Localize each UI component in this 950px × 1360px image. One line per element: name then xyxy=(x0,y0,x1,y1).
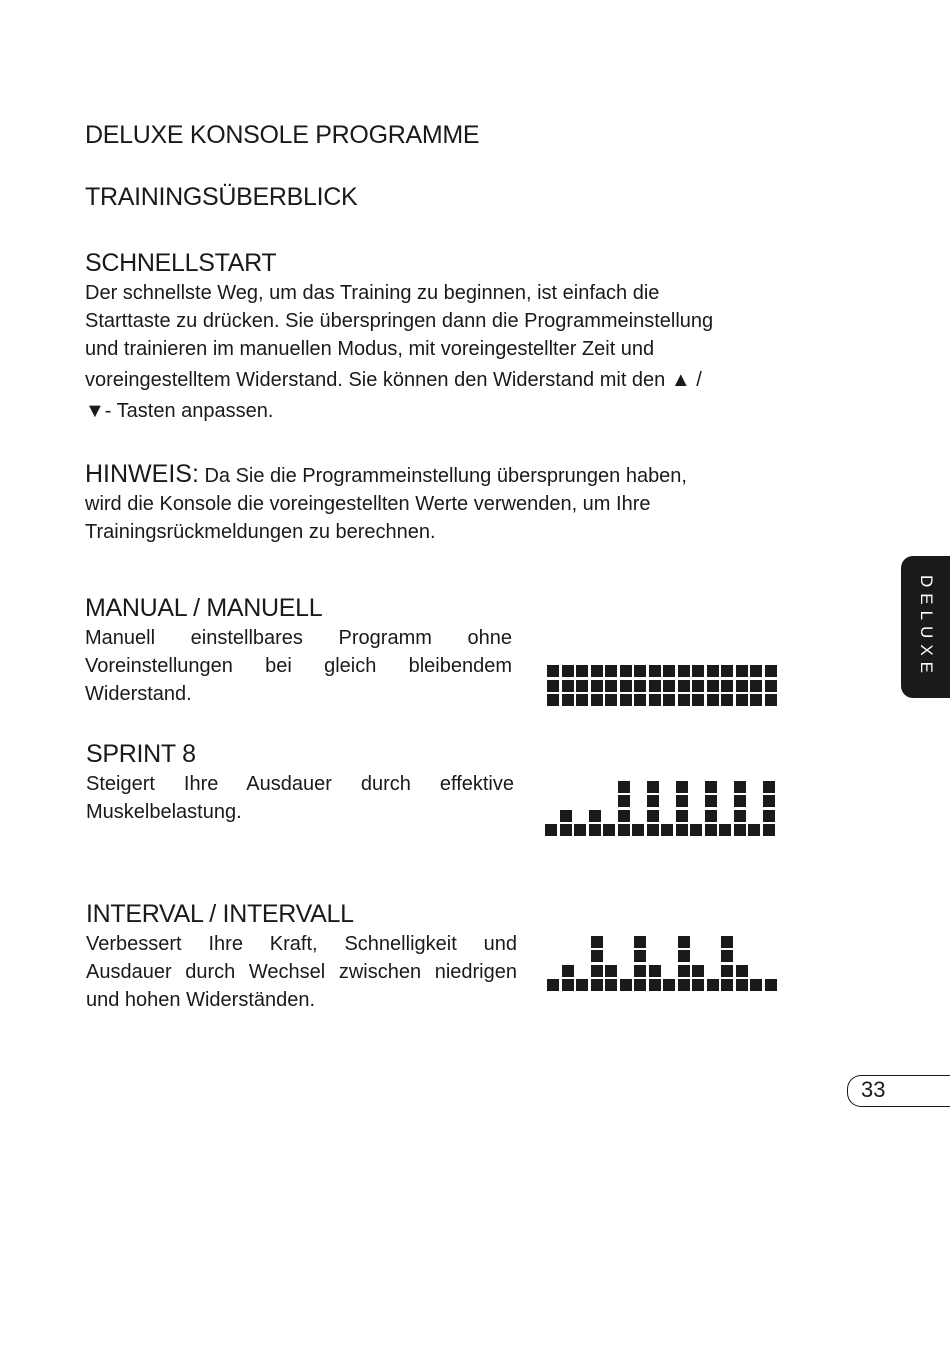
profile-block xyxy=(574,824,586,836)
profile-block xyxy=(719,824,731,836)
profile-block xyxy=(763,810,775,822)
quickstart-heading: SCHNELLSTART xyxy=(85,249,277,277)
quickstart-line-with-down xyxy=(85,397,775,425)
profile-block xyxy=(576,680,588,692)
profile-block xyxy=(634,680,646,692)
program-description xyxy=(86,930,517,1014)
profile-block xyxy=(705,795,717,807)
quickstart-line-with-up xyxy=(85,366,775,394)
profile-block xyxy=(663,665,675,677)
profile-block xyxy=(707,680,719,692)
page-number-badge xyxy=(847,1075,950,1107)
profile-block xyxy=(678,936,690,948)
profile-block xyxy=(692,665,704,677)
profile-block xyxy=(649,979,661,991)
profile-block xyxy=(647,824,659,836)
profile-block xyxy=(649,680,661,692)
profile-block xyxy=(618,781,630,793)
profile-block xyxy=(750,979,762,991)
profile-block xyxy=(547,680,559,692)
program-line: Widerstand. xyxy=(85,683,192,705)
profile-block xyxy=(765,694,777,706)
profile-block xyxy=(765,680,777,692)
profile-block xyxy=(634,979,646,991)
profile-block xyxy=(763,781,775,793)
program-line: Ausdauer durch Wechsel zwischen niedrigen xyxy=(86,961,517,983)
profile-block xyxy=(649,965,661,977)
profile-block xyxy=(736,665,748,677)
profile-block xyxy=(705,810,717,822)
profile-block xyxy=(591,936,603,948)
profile-block xyxy=(562,965,574,977)
profile-block xyxy=(678,680,690,692)
hint-block xyxy=(85,460,775,546)
program-description xyxy=(86,770,514,826)
interval-profile-chart xyxy=(547,935,777,991)
profile-block xyxy=(678,979,690,991)
profile-block xyxy=(707,979,719,991)
profile-block xyxy=(591,965,603,977)
overview-heading: TRAININGSÜBERBLICK xyxy=(85,183,358,211)
hint-first-line xyxy=(85,460,775,490)
profile-block xyxy=(620,680,632,692)
profile-block xyxy=(618,824,630,836)
profile-block xyxy=(562,979,574,991)
profile-block xyxy=(663,680,675,692)
section-tab xyxy=(901,556,950,698)
profile-block xyxy=(576,979,588,991)
program-line: Verbessert Ihre Kraft, Schnelligkeit und xyxy=(86,933,517,955)
profile-block xyxy=(663,979,675,991)
slash-separator: / xyxy=(696,369,702,391)
section-tab-label: DELUXE xyxy=(916,574,936,680)
profile-block xyxy=(765,665,777,677)
quickstart-line: Der schnellste Weg, um das Training zu beginnen, ist einfach die xyxy=(85,282,660,304)
profile-block xyxy=(678,694,690,706)
profile-block xyxy=(705,824,717,836)
profile-block xyxy=(736,979,748,991)
profile-block xyxy=(734,810,746,822)
profile-block xyxy=(545,824,557,836)
quickstart-line: Starttaste zu drücken. Sie überspringen dann die Programmeinstellung xyxy=(85,310,714,332)
profile-block xyxy=(721,979,733,991)
profile-block xyxy=(692,680,704,692)
profile-block xyxy=(547,665,559,677)
profile-block xyxy=(634,950,646,962)
profile-block xyxy=(589,810,601,822)
profile-block xyxy=(676,810,688,822)
profile-block xyxy=(562,680,574,692)
profile-block xyxy=(605,680,617,692)
program-description xyxy=(85,624,512,708)
profile-block xyxy=(649,665,661,677)
quickstart-text xyxy=(85,279,775,425)
program-title: MANUAL / MANUELL xyxy=(85,594,323,622)
profile-block xyxy=(634,936,646,948)
profile-block xyxy=(649,694,661,706)
profile-block xyxy=(576,665,588,677)
program-line: Steigert Ihre Ausdauer durch effektive xyxy=(86,773,514,795)
profile-block xyxy=(736,694,748,706)
profile-block xyxy=(721,694,733,706)
hint-label: HINWEIS: xyxy=(85,460,199,488)
profile-block xyxy=(692,965,704,977)
profile-block xyxy=(605,665,617,677)
profile-block xyxy=(605,965,617,977)
profile-block xyxy=(647,781,659,793)
profile-block xyxy=(620,694,632,706)
manual-profile-chart xyxy=(547,664,777,706)
program-title: INTERVAL / INTERVALL xyxy=(86,900,354,928)
profile-block xyxy=(634,965,646,977)
profile-block xyxy=(721,965,733,977)
profile-block xyxy=(620,979,632,991)
profile-block xyxy=(591,680,603,692)
hint-line: wird die Konsole die voreingestellten Werte verwenden, um Ihre xyxy=(85,493,651,515)
profile-block xyxy=(736,965,748,977)
profile-block xyxy=(763,795,775,807)
program-line: Muskelbelastung. xyxy=(86,801,242,823)
profile-block xyxy=(605,979,617,991)
page-number: 33 xyxy=(861,1077,886,1102)
quickstart-line: und trainieren im manuellen Modus, mit voreingestellter Zeit und xyxy=(85,338,655,360)
profile-block xyxy=(690,824,702,836)
profile-block xyxy=(734,795,746,807)
hint-line: Trainingsrückmeldungen zu berechnen. xyxy=(85,521,436,543)
program-line: Manuell einstellbares Programm ohne xyxy=(85,627,512,649)
profile-block xyxy=(618,810,630,822)
profile-block xyxy=(734,824,746,836)
profile-block xyxy=(605,694,617,706)
profile-block xyxy=(678,665,690,677)
sprint-profile-chart xyxy=(545,780,775,836)
profile-block xyxy=(547,694,559,706)
profile-block xyxy=(721,680,733,692)
program-line: Voreinstellungen bei gleich bleibendem xyxy=(85,655,512,677)
down-arrow-icon: ▼ xyxy=(85,400,105,422)
program-line: und hohen Widerständen. xyxy=(86,989,316,1011)
profile-block xyxy=(589,824,601,836)
profile-block xyxy=(721,665,733,677)
profile-block xyxy=(707,694,719,706)
profile-block xyxy=(618,795,630,807)
profile-block xyxy=(676,824,688,836)
profile-block xyxy=(750,665,762,677)
profile-block xyxy=(678,950,690,962)
hint-line: Da Sie die Programmeinstellung übersprungen haben, xyxy=(204,465,687,487)
profile-block xyxy=(634,665,646,677)
profile-block xyxy=(763,824,775,836)
program-title: SPRINT 8 xyxy=(86,740,196,768)
profile-block xyxy=(663,694,675,706)
profile-block xyxy=(591,979,603,991)
profile-block xyxy=(734,781,746,793)
profile-block xyxy=(676,781,688,793)
profile-block xyxy=(576,694,588,706)
profile-block xyxy=(562,694,574,706)
profile-block xyxy=(692,694,704,706)
profile-block xyxy=(736,680,748,692)
profile-block xyxy=(591,694,603,706)
profile-block xyxy=(634,694,646,706)
profile-block xyxy=(591,665,603,677)
profile-block xyxy=(632,824,644,836)
profile-block xyxy=(560,810,572,822)
profile-block xyxy=(721,950,733,962)
profile-block xyxy=(562,665,574,677)
profile-block xyxy=(692,979,704,991)
profile-block xyxy=(603,824,615,836)
quickstart-line: - Tasten anpassen. xyxy=(104,400,274,422)
up-arrow-icon: ▲ xyxy=(670,369,691,391)
profile-block xyxy=(765,979,777,991)
profile-block xyxy=(750,680,762,692)
profile-block xyxy=(750,694,762,706)
profile-block xyxy=(620,665,632,677)
profile-block xyxy=(707,665,719,677)
profile-block xyxy=(647,795,659,807)
profile-block xyxy=(547,979,559,991)
profile-block xyxy=(721,936,733,948)
quickstart-line: voreingestelltem Widerstand. Sie können den Widerstand mit den xyxy=(85,369,666,391)
profile-block xyxy=(676,795,688,807)
profile-block xyxy=(678,965,690,977)
profile-block xyxy=(560,824,572,836)
profile-block xyxy=(705,781,717,793)
profile-block xyxy=(661,824,673,836)
profile-block xyxy=(591,950,603,962)
page-title: DELUXE KONSOLE PROGRAMME xyxy=(85,121,480,149)
profile-block xyxy=(647,810,659,822)
profile-block xyxy=(748,824,760,836)
